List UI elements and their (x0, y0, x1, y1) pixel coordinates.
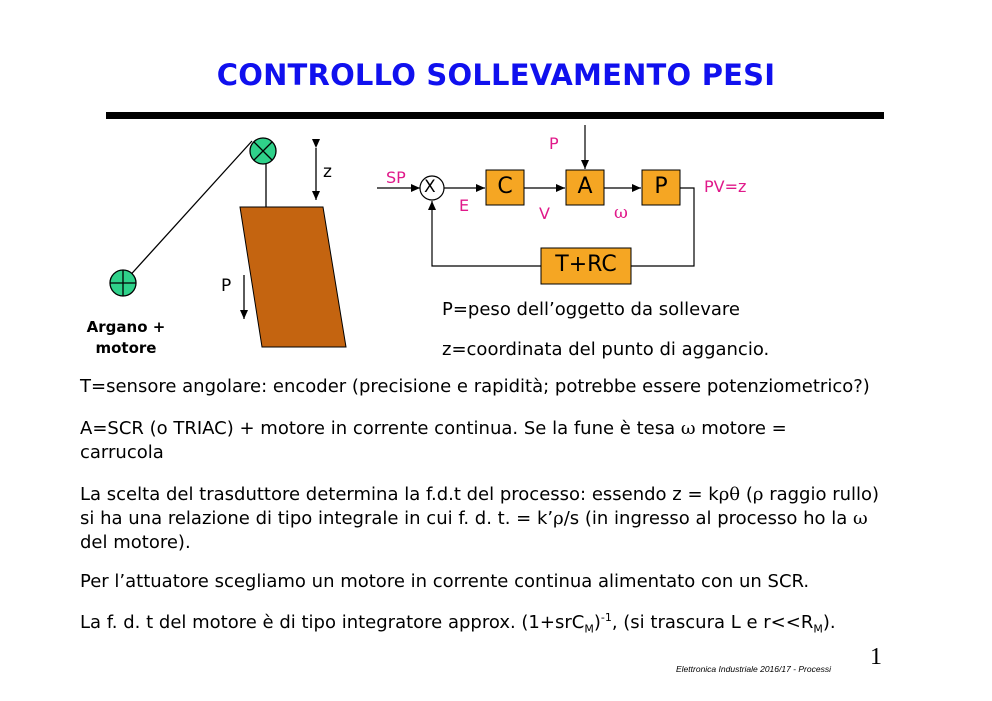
p-definition: P=peso dell’oggetto da sollevare (442, 299, 740, 320)
p5-text-b: ) (593, 612, 601, 633)
paragraph-sensor: T=sensore angolare: encoder (precisione e rapidità; potrebbe essere potenziometrico?) (80, 376, 870, 397)
p3-text-e: del motore). (80, 532, 191, 553)
winch-label-line1: Argano + (86, 318, 166, 336)
winch-label-line2: motore (95, 339, 157, 357)
rope-winch (125, 141, 252, 281)
disturbance-label: P (549, 134, 559, 153)
p3-text-c: raggio rullo) si ha una relazione di tipo integrale in cui f. d. t. = k’ (80, 484, 880, 529)
rho-theta-symbol: ρθ (718, 484, 741, 505)
voltage-label: V (539, 204, 550, 223)
block-p-label: P (654, 174, 668, 199)
z-label: z (323, 162, 332, 182)
load-weight (240, 207, 346, 347)
winch-icon (110, 270, 136, 296)
p3-text-d: /s (in ingresso al processo ho la (563, 508, 853, 529)
p3-text-b: ( (740, 484, 753, 505)
rho-symbol: ρ (752, 484, 764, 505)
footer-course: Elettronica Industriale 2016/17 - Processi (676, 664, 831, 674)
p5-sup: -1 (600, 611, 612, 624)
error-label: E (459, 196, 470, 215)
pulley-icon (250, 138, 276, 164)
p5-sub-m: M (584, 622, 594, 636)
winch-label (78, 317, 174, 359)
omega-symbol: ω (680, 418, 696, 439)
summing-label: X (424, 177, 436, 197)
weight-label: P (221, 276, 232, 296)
p5-sub-m2: M (813, 622, 823, 636)
paragraph-actuator (80, 417, 840, 465)
omega-label: ω (614, 203, 628, 223)
p5-text-a: La f. d. t del motore è di tipo integratore approx. (1+srC (80, 612, 585, 633)
sp-label: SP (386, 168, 406, 187)
p2-text-b: motore = carrucola (80, 418, 787, 463)
p2-text-a: A=SCR (o TRIAC) + motore in corrente continua. Se la fune è tesa (80, 418, 681, 439)
p5-text-c: , (si trascura L e r<<R (611, 612, 814, 633)
feedback-block-label: T+RC (555, 252, 617, 277)
paragraph-transducer (80, 483, 895, 555)
paragraph-scr: Per l’attuatore scegliamo un motore in corrente continua alimentato con un SCR. (80, 571, 810, 592)
z-definition: z=coordinata del punto di aggancio. (442, 339, 770, 360)
page-number: 1 (870, 644, 882, 670)
paragraph-motor (80, 606, 910, 642)
page-title: CONTROLLO SOLLEVAMENTO PESI (216, 58, 776, 92)
output-label: PV=z (704, 177, 747, 196)
feedback-left (432, 201, 541, 266)
p3-text-a: La scelta del trasduttore determina la f.d.t del processo: essendo z = k (80, 484, 719, 505)
omega-symbol-2: ω (853, 508, 868, 529)
p5-text-d: ). (822, 612, 836, 633)
block-c-label: C (497, 174, 513, 199)
rho-symbol-2: ρ (553, 508, 564, 529)
block-a-label: A (577, 174, 593, 199)
